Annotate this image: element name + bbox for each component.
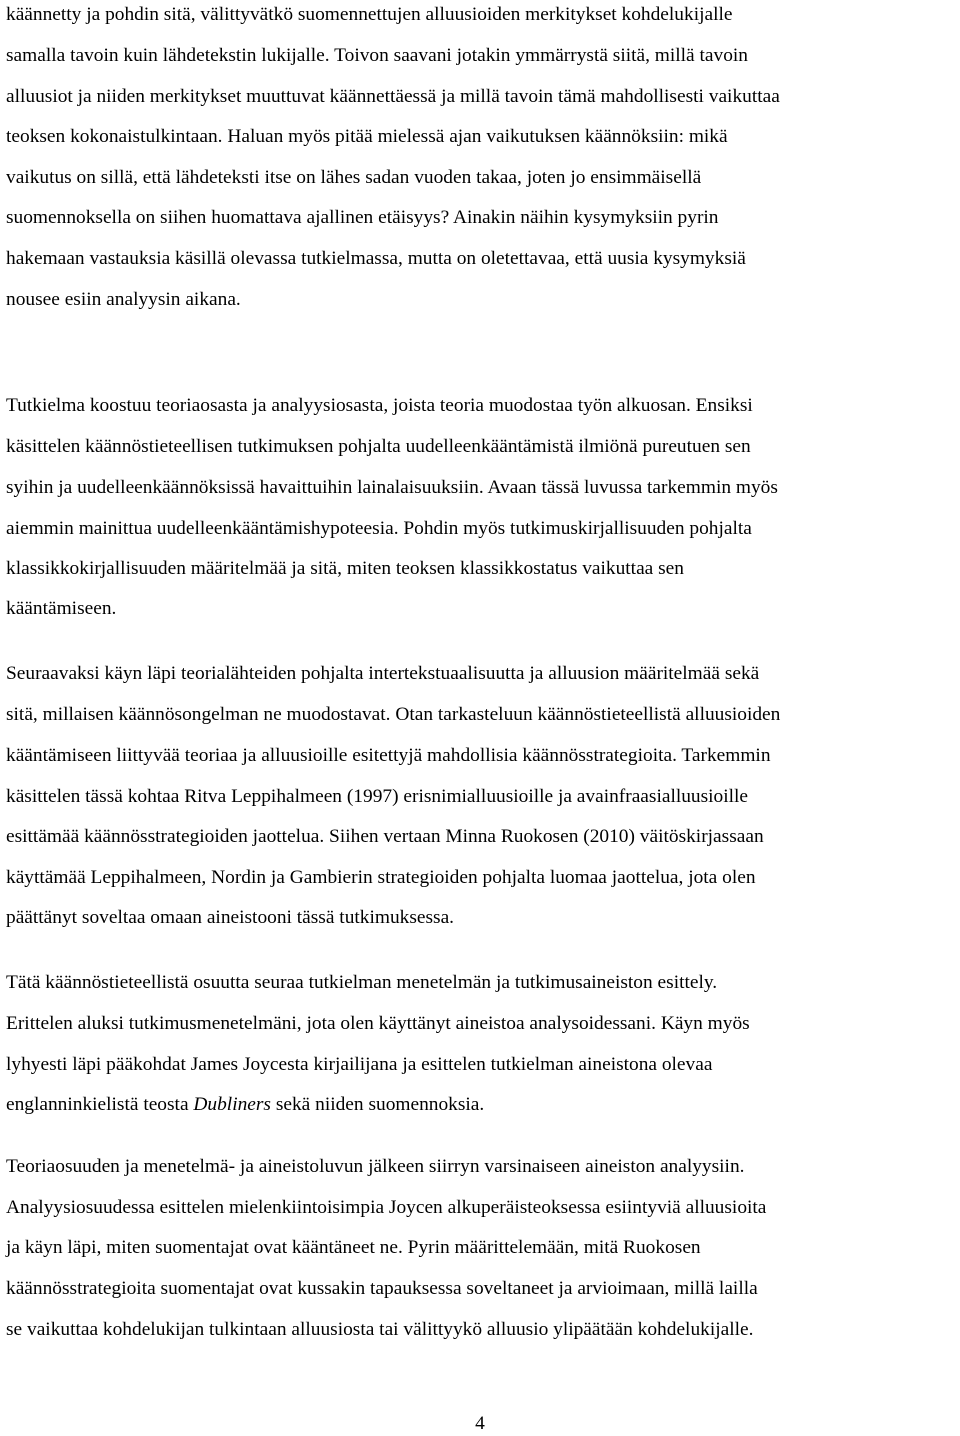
text-line: se vaikuttaa kohdelukijan tulkintaan alluusiosta tai välittyykö alluusio ylipäätään kohdelukijalle. xyxy=(6,1319,754,1340)
text-segment: sekä niiden suomennoksia. xyxy=(270,1094,485,1115)
text-line: Seuraavaksi käyn läpi teorialähteiden pohjalta intertekstuaalisuutta ja alluusion määritelmää sekä xyxy=(6,663,760,684)
text-line: käännetty ja pohdin sitä, välittyvätkö suomennettujen alluusioiden merkitykset kohdelukijalle xyxy=(6,4,733,25)
text-line: Tutkielma koostuu teoriaosasta ja analyysiosasta, joista teoria muodostaa työn alkuosan. Ensiksi xyxy=(6,395,753,416)
text-line: käsittelen tässä kohtaa Ritva Leppihalmeen (1997) erisnimialluusioille ja avainfraasialluusioille xyxy=(6,786,749,807)
text-line: päättänyt soveltaa omaan aineistooni tässä tutkimuksessa. xyxy=(6,907,455,928)
text-line: vaikutus on sillä, että lähdeteksti itse on lähes sadan vuoden takaa, joten jo ensimmäisellä xyxy=(6,167,702,188)
text-line: kääntämiseen. xyxy=(6,598,117,619)
text-line: kääntämiseen liittyvää teoriaa ja alluusioille esitettyjä mahdollisia käännösstrategioita. Tarkemmin xyxy=(6,745,771,766)
text-line: lyhyesti läpi pääkohdat James Joycesta kirjailijana ja esittelen tutkielman aineistona olevaa xyxy=(6,1054,713,1075)
text-segment: englanninkielistä teosta xyxy=(6,1094,194,1115)
text-line: käyttämää Leppihalmeen, Nordin ja Gambierin strategioiden pohjalta luomaa jaottelua, jota olen xyxy=(6,867,756,888)
text-line: alluusiot ja niiden merkitykset muuttuvat käännettäessä ja millä tavoin tämä mahdollisesti vaikuttaa xyxy=(6,86,780,107)
text-line: Teoriaosuuden ja menetelmä- ja aineistoluvun jälkeen siirryn varsinaiseen aineiston analyysiin. xyxy=(6,1156,745,1177)
page-number: 4 xyxy=(475,1413,485,1434)
text-line: syihin ja uudelleenkäännöksissä havaittuihin lainalaisuuksiin. Avaan tässä luvussa tarkemmin myös xyxy=(6,477,778,498)
text-line: ja käyn läpi, miten suomentajat ovat kääntäneet ne. Pyrin määrittelemään, mitä Ruokosen xyxy=(6,1237,701,1258)
text-line: aiemmin mainittua uudelleenkääntämishypoteesia. Pohdin myös tutkimuskirjallisuuden pohjalta xyxy=(6,518,752,539)
text-line: Erittelen aluksi tutkimusmenetelmäni, jota olen käyttänyt aineistoa analysoidessani. Käyn myös xyxy=(6,1013,750,1034)
text-line: teoksen kokonaistulkintaan. Haluan myös pitää mielessä ajan vaikutuksen käännöksiin: mikä xyxy=(6,126,728,147)
text-line-with-title xyxy=(6,1093,484,1117)
text-line: sitä, millaisen käännösongelman ne muodostavat. Otan tarkasteluun käännöstieteellistä alluusioiden xyxy=(6,704,781,725)
text-line: samalla tavoin kuin lähdetekstin lukijalle. Toivon saavani jotakin ymmärrystä siitä, millä tavoin xyxy=(6,45,748,66)
text-line: nousee esiin analyysin aikana. xyxy=(6,289,241,310)
text-line: suomennoksella on siihen huomattava ajallinen etäisyys? Ainakin näihin kysymyksiin pyrin xyxy=(6,207,719,228)
text-line: käännösstrategioita suomentajat ovat kussakin tapauksessa soveltaneet ja arvioimaan, millä lailla xyxy=(6,1278,758,1299)
text-line: Tätä käännöstieteellistä osuutta seuraa tutkielman menetelmän ja tutkimusaineiston esittely. xyxy=(6,972,718,993)
text-line: käsittelen käännöstieteellisen tutkimuksen pohjalta uudelleenkääntämistä ilmiönä pureutuen sen xyxy=(6,436,751,457)
text-line: Analyysiosuudessa esittelen mielenkiintoisimpia Joycen alkuperäisteoksessa esiintyviä alluusioita xyxy=(6,1197,767,1218)
text-line: esittämää käännösstrategioiden jaottelua. Siihen vertaan Minna Ruokosen (2010) väitöskirjassaan xyxy=(6,826,764,847)
text-line: hakemaan vastauksia käsillä olevassa tutkielmassa, mutta on oletettavaa, että uusia kysymyksiä xyxy=(6,248,746,269)
text-line: klassikkokirjallisuuden määritelmää ja sitä, miten teoksen klassikkostatus vaikuttaa sen xyxy=(6,558,684,579)
book-title-italic: Dubliners xyxy=(193,1094,271,1115)
